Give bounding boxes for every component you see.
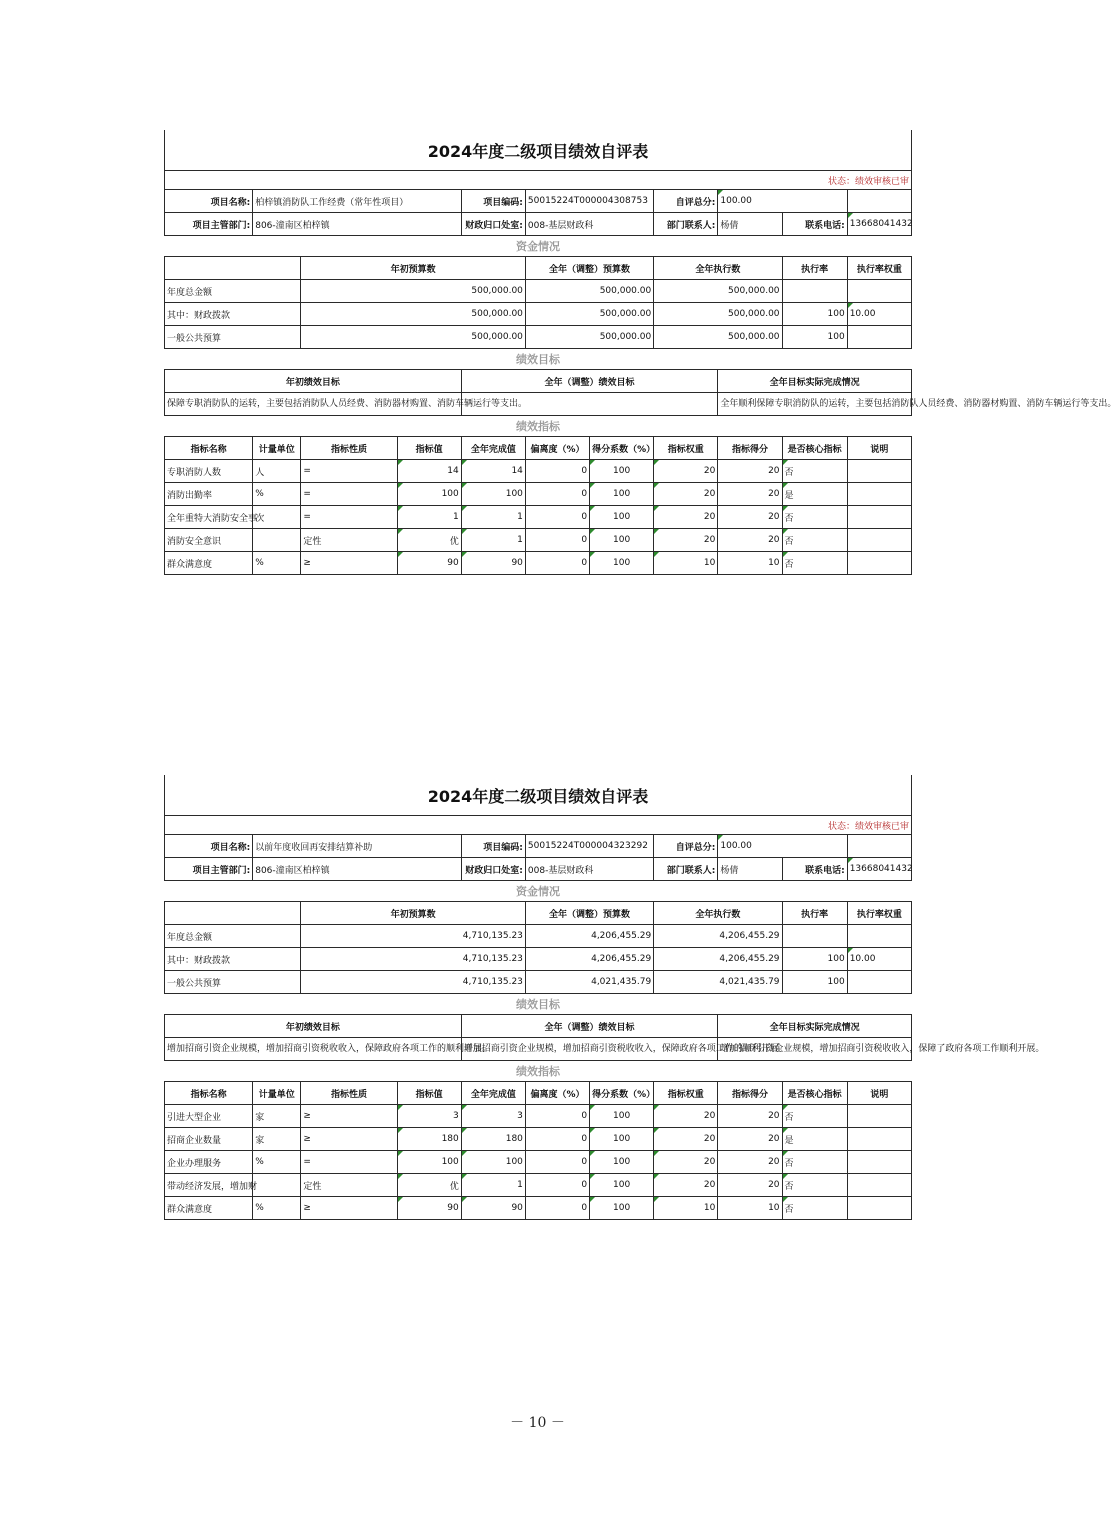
indicator-weight: 20 bbox=[654, 1105, 718, 1128]
indicator-weight: 10 bbox=[654, 552, 718, 575]
indicator-unit: % bbox=[253, 1151, 301, 1174]
funds-rate: 100 bbox=[782, 303, 847, 326]
indicator-unit: 人 bbox=[253, 460, 301, 483]
label-project-code: 项目编码: bbox=[461, 835, 525, 858]
funds-executed: 500,000.00 bbox=[654, 326, 782, 349]
indicator-header: 偏离度（%） bbox=[525, 437, 589, 460]
funds-adjusted: 4,206,455.29 bbox=[525, 948, 653, 971]
section-funds: 资金情况 bbox=[165, 881, 912, 902]
indicator-actual: 100 bbox=[461, 483, 525, 506]
indicator-weight: 20 bbox=[654, 1151, 718, 1174]
funds-rate: 100 bbox=[782, 971, 847, 994]
indicator-target: 100 bbox=[397, 1151, 461, 1174]
funds-weight bbox=[847, 280, 911, 303]
funds-rate: 100 bbox=[782, 326, 847, 349]
indicator-note bbox=[847, 552, 911, 575]
indicator-score: 20 bbox=[718, 1105, 782, 1128]
funds-header: 执行率权重 bbox=[847, 257, 911, 280]
indicator-header: 指标权重 bbox=[654, 437, 718, 460]
section-goals: 绩效目标 bbox=[165, 994, 912, 1015]
indicator-core: 是 bbox=[782, 1128, 847, 1151]
funds-row bbox=[165, 303, 912, 326]
indicator-target: 90 bbox=[397, 1197, 461, 1220]
indicator-coefficient: 100 bbox=[590, 483, 654, 506]
funds-executed: 4,021,435.79 bbox=[654, 971, 782, 994]
funds-adjusted: 500,000.00 bbox=[525, 280, 653, 303]
indicator-coefficient: 100 bbox=[590, 552, 654, 575]
funds-adjusted: 4,021,435.79 bbox=[525, 971, 653, 994]
indicator-row bbox=[165, 1174, 912, 1197]
dept: 806-潼南区柏梓镇 bbox=[253, 213, 462, 236]
form-title: 2024年度二级项目绩效自评表 bbox=[165, 130, 912, 171]
funds-header: 全年（调整）预算数 bbox=[525, 902, 653, 925]
goal-header: 全年（调整）绩效目标 bbox=[461, 370, 718, 393]
indicator-deviation: 0 bbox=[525, 552, 589, 575]
indicator-target: 14 bbox=[397, 460, 461, 483]
indicator-actual: 90 bbox=[461, 1197, 525, 1220]
indicator-target: 100 bbox=[397, 483, 461, 506]
indicator-header: 指标得分 bbox=[718, 437, 782, 460]
funds-header-blank bbox=[165, 257, 301, 280]
funds-label: 其中：财政拨款 bbox=[165, 948, 301, 971]
indicator-nature: = bbox=[301, 506, 397, 529]
indicator-unit: 家 bbox=[253, 1128, 301, 1151]
indicator-core: 否 bbox=[782, 506, 847, 529]
indicator-core: 是 bbox=[782, 483, 847, 506]
indicator-deviation: 0 bbox=[525, 506, 589, 529]
indicator-actual: 1 bbox=[461, 529, 525, 552]
indicator-score: 20 bbox=[718, 1128, 782, 1151]
indicator-nature: ≥ bbox=[301, 1128, 397, 1151]
indicator-target: 1 bbox=[397, 506, 461, 529]
indicator-unit bbox=[253, 1174, 301, 1197]
indicator-row bbox=[165, 1105, 912, 1128]
indicator-row bbox=[165, 1151, 912, 1174]
indicator-core: 否 bbox=[782, 1105, 847, 1128]
indicator-nature: ≥ bbox=[301, 1105, 397, 1128]
funds-initial: 4,710,135.23 bbox=[301, 925, 526, 948]
indicator-core: 否 bbox=[782, 460, 847, 483]
indicator-note bbox=[847, 1197, 911, 1220]
indicator-header: 说明 bbox=[847, 1082, 911, 1105]
indicator-name: 引进大型企业 bbox=[165, 1105, 253, 1128]
indicator-score: 20 bbox=[718, 529, 782, 552]
label-phone: 联系电话: bbox=[782, 858, 847, 881]
indicator-target: 优 bbox=[397, 1174, 461, 1197]
indicator-header: 指标值 bbox=[397, 437, 461, 460]
indicator-core: 否 bbox=[782, 1197, 847, 1220]
label-dept: 项目主管部门: bbox=[165, 213, 253, 236]
indicator-actual: 90 bbox=[461, 552, 525, 575]
indicator-note bbox=[847, 460, 911, 483]
funds-weight: 10.00 bbox=[847, 948, 911, 971]
label-contact: 部门联系人: bbox=[654, 858, 718, 881]
indicator-deviation: 0 bbox=[525, 1197, 589, 1220]
status-text: 状态：绩效审核已审 bbox=[165, 171, 912, 190]
indicator-core: 否 bbox=[782, 1151, 847, 1174]
goal-header: 全年（调整）绩效目标 bbox=[461, 1015, 718, 1038]
indicator-name: 消防出勤率 bbox=[165, 483, 253, 506]
funds-header: 执行率权重 bbox=[847, 902, 911, 925]
status-text: 状态：绩效审核已审 bbox=[165, 816, 912, 835]
indicator-row bbox=[165, 552, 912, 575]
funds-weight bbox=[847, 326, 911, 349]
indicator-actual: 180 bbox=[461, 1128, 525, 1151]
indicator-header: 计量单位 bbox=[253, 437, 301, 460]
indicator-row bbox=[165, 1128, 912, 1151]
funds-label: 年度总金额 bbox=[165, 280, 301, 303]
indicator-header: 偏离度（%） bbox=[525, 1082, 589, 1105]
funds-header: 年初预算数 bbox=[301, 902, 526, 925]
indicator-note bbox=[847, 529, 911, 552]
indicator-deviation: 0 bbox=[525, 1105, 589, 1128]
funds-initial: 4,710,135.23 bbox=[301, 971, 526, 994]
label-self-score: 自评总分: bbox=[654, 835, 718, 858]
indicator-note bbox=[847, 1128, 911, 1151]
indicator-weight: 20 bbox=[654, 460, 718, 483]
indicator-note bbox=[847, 506, 911, 529]
project-code: 50015224T000004308753 bbox=[525, 190, 653, 213]
indicator-header: 得分系数（%） bbox=[590, 1082, 654, 1105]
indicator-nature: = bbox=[301, 1151, 397, 1174]
label-self-score: 自评总分: bbox=[654, 190, 718, 213]
funds-header-blank bbox=[165, 902, 301, 925]
indicator-score: 20 bbox=[718, 1174, 782, 1197]
indicator-note bbox=[847, 1105, 911, 1128]
funds-initial: 4,710,135.23 bbox=[301, 948, 526, 971]
indicator-unit: % bbox=[253, 1197, 301, 1220]
indicator-coefficient: 100 bbox=[590, 1105, 654, 1128]
indicator-actual: 1 bbox=[461, 1174, 525, 1197]
funds-weight: 10.00 bbox=[847, 303, 911, 326]
indicator-weight: 20 bbox=[654, 529, 718, 552]
funds-executed: 500,000.00 bbox=[654, 280, 782, 303]
indicator-header: 指标名称 bbox=[165, 437, 253, 460]
indicator-header: 指标得分 bbox=[718, 1082, 782, 1105]
indicator-header: 指标值 bbox=[397, 1082, 461, 1105]
indicator-score: 20 bbox=[718, 460, 782, 483]
indicator-name: 带动经济发展，增加财 bbox=[165, 1174, 253, 1197]
indicator-core: 否 bbox=[782, 552, 847, 575]
indicator-coefficient: 100 bbox=[590, 529, 654, 552]
goal-header: 全年目标实际完成情况 bbox=[718, 1015, 912, 1038]
goal-header: 年初绩效目标 bbox=[165, 1015, 462, 1038]
funds-weight bbox=[847, 971, 911, 994]
indicator-header: 得分系数（%） bbox=[590, 437, 654, 460]
indicator-weight: 10 bbox=[654, 1197, 718, 1220]
indicator-deviation: 0 bbox=[525, 460, 589, 483]
indicator-header: 指标性质 bbox=[301, 1082, 397, 1105]
section-indicators: 绩效指标 bbox=[165, 416, 912, 437]
goal-actual: 全年顺利保障专职消防队的运转，主要包括消防队人员经费、消防器材购置、消防车辆运行等支出。 bbox=[718, 393, 912, 416]
indicator-name: 群众满意度 bbox=[165, 552, 253, 575]
funds-row bbox=[165, 280, 912, 303]
indicator-actual: 100 bbox=[461, 1151, 525, 1174]
goal-adjusted: 增加招商引资企业规模，增加招商引资税收收入，保障政府各项工作的顺利开展。 bbox=[461, 1038, 718, 1061]
project-name: 柏梓镇消防队工作经费（常年性项目） bbox=[253, 190, 462, 213]
form-title: 2024年度二级项目绩效自评表 bbox=[165, 775, 912, 816]
indicator-coefficient: 100 bbox=[590, 1174, 654, 1197]
indicator-nature: ≥ bbox=[301, 552, 397, 575]
indicator-core: 否 bbox=[782, 1174, 847, 1197]
indicator-deviation: 0 bbox=[525, 483, 589, 506]
indicator-unit: 家 bbox=[253, 1105, 301, 1128]
indicator-name: 企业办理服务 bbox=[165, 1151, 253, 1174]
indicator-header: 是否核心指标 bbox=[782, 437, 847, 460]
funds-rate bbox=[782, 280, 847, 303]
funds-initial: 500,000.00 bbox=[301, 326, 526, 349]
goal-actual: 增加招商引资企业规模，增加招商引资税收收入，保障了政府各项工作顺利开展。 bbox=[718, 1038, 912, 1061]
contact: 杨倩 bbox=[718, 213, 782, 236]
goal-header: 年初绩效目标 bbox=[165, 370, 462, 393]
label-dept: 项目主管部门: bbox=[165, 858, 253, 881]
indicator-note bbox=[847, 483, 911, 506]
indicator-target: 90 bbox=[397, 552, 461, 575]
funds-header: 年初预算数 bbox=[301, 257, 526, 280]
funds-executed: 4,206,455.29 bbox=[654, 948, 782, 971]
indicator-score: 20 bbox=[718, 1151, 782, 1174]
indicator-deviation: 0 bbox=[525, 1151, 589, 1174]
indicator-nature: 定性 bbox=[301, 529, 397, 552]
indicator-name: 招商企业数量 bbox=[165, 1128, 253, 1151]
label-project-name: 项目名称: bbox=[165, 190, 253, 213]
funds-initial: 500,000.00 bbox=[301, 303, 526, 326]
indicator-actual: 3 bbox=[461, 1105, 525, 1128]
indicator-rows bbox=[165, 460, 912, 575]
self-eval-form-2 bbox=[164, 775, 1045, 1220]
project-name: 以前年度收回再安排结算补助 bbox=[253, 835, 462, 858]
label-project-code: 项目编码: bbox=[461, 190, 525, 213]
indicator-coefficient: 100 bbox=[590, 1128, 654, 1151]
funds-header: 执行率 bbox=[782, 257, 847, 280]
indicator-nature: = bbox=[301, 460, 397, 483]
funds-header: 执行率 bbox=[782, 902, 847, 925]
indicator-row bbox=[165, 483, 912, 506]
phone: 13668041432 bbox=[847, 858, 911, 881]
indicator-header: 全年完成值 bbox=[461, 1082, 525, 1105]
funds-adjusted: 4,206,455.29 bbox=[525, 925, 653, 948]
indicator-core: 否 bbox=[782, 529, 847, 552]
empty-cell bbox=[847, 190, 911, 213]
indicator-note bbox=[847, 1174, 911, 1197]
form-table bbox=[164, 775, 1045, 1220]
indicator-header: 计量单位 bbox=[253, 1082, 301, 1105]
label-finance-office: 财政归口处室: bbox=[461, 858, 525, 881]
indicator-row bbox=[165, 529, 912, 552]
finance-office: 008-基层财政科 bbox=[525, 858, 653, 881]
funds-row bbox=[165, 971, 912, 994]
indicator-target: 3 bbox=[397, 1105, 461, 1128]
indicator-actual: 1 bbox=[461, 506, 525, 529]
section-indicators: 绩效指标 bbox=[165, 1061, 912, 1082]
label-project-name: 项目名称: bbox=[165, 835, 253, 858]
contact: 杨倩 bbox=[718, 858, 782, 881]
indicator-coefficient: 100 bbox=[590, 1197, 654, 1220]
indicator-name: 消防安全意识 bbox=[165, 529, 253, 552]
indicator-header: 指标名称 bbox=[165, 1082, 253, 1105]
indicator-header: 说明 bbox=[847, 437, 911, 460]
indicator-coefficient: 100 bbox=[590, 1151, 654, 1174]
funds-row bbox=[165, 925, 912, 948]
funds-adjusted: 500,000.00 bbox=[525, 303, 653, 326]
indicator-score: 10 bbox=[718, 1197, 782, 1220]
indicator-nature: 定性 bbox=[301, 1174, 397, 1197]
indicator-deviation: 0 bbox=[525, 529, 589, 552]
indicator-nature: ≥ bbox=[301, 1197, 397, 1220]
funds-label: 一般公共预算 bbox=[165, 326, 301, 349]
indicator-row bbox=[165, 1197, 912, 1220]
indicator-nature: = bbox=[301, 483, 397, 506]
page-number: － 10 － bbox=[510, 1415, 565, 1431]
funds-row bbox=[165, 948, 912, 971]
funds-weight bbox=[847, 925, 911, 948]
empty-cell bbox=[847, 835, 911, 858]
funds-row bbox=[165, 326, 912, 349]
indicator-header: 指标性质 bbox=[301, 437, 397, 460]
goal-header: 全年目标实际完成情况 bbox=[718, 370, 912, 393]
funds-rate bbox=[782, 925, 847, 948]
label-finance-office: 财政归口处室: bbox=[461, 213, 525, 236]
indicator-actual: 14 bbox=[461, 460, 525, 483]
indicator-header: 指标权重 bbox=[654, 1082, 718, 1105]
funds-label: 年度总金额 bbox=[165, 925, 301, 948]
indicator-target: 优 bbox=[397, 529, 461, 552]
project-code: 50015224T000004323292 bbox=[525, 835, 653, 858]
funds-executed: 500,000.00 bbox=[654, 303, 782, 326]
indicator-name: 全年重特大消防安全事 bbox=[165, 506, 253, 529]
indicator-target: 180 bbox=[397, 1128, 461, 1151]
indicator-row bbox=[165, 506, 912, 529]
indicator-weight: 20 bbox=[654, 1128, 718, 1151]
indicator-name: 专职消防人数 bbox=[165, 460, 253, 483]
finance-office: 008-基层财政科 bbox=[525, 213, 653, 236]
indicator-unit: 次 bbox=[253, 506, 301, 529]
label-contact: 部门联系人: bbox=[654, 213, 718, 236]
self-score: 100.00 bbox=[718, 835, 847, 858]
funds-adjusted: 500,000.00 bbox=[525, 326, 653, 349]
label-phone: 联系电话: bbox=[782, 213, 847, 236]
funds-header: 全年执行数 bbox=[654, 257, 782, 280]
indicator-deviation: 0 bbox=[525, 1128, 589, 1151]
indicator-deviation: 0 bbox=[525, 1174, 589, 1197]
form-table bbox=[164, 130, 1116, 575]
self-score: 100.00 bbox=[718, 190, 847, 213]
indicator-name: 群众满意度 bbox=[165, 1197, 253, 1220]
indicator-score: 20 bbox=[718, 483, 782, 506]
indicator-weight: 20 bbox=[654, 483, 718, 506]
indicator-weight: 20 bbox=[654, 506, 718, 529]
funds-header: 全年（调整）预算数 bbox=[525, 257, 653, 280]
goal-initial: 保障专职消防队的运转，主要包括消防队人员经费、消防器材购置、消防车辆运行等支出。 bbox=[165, 393, 462, 416]
funds-rate: 100 bbox=[782, 948, 847, 971]
indicator-note bbox=[847, 1151, 911, 1174]
section-funds: 资金情况 bbox=[165, 236, 912, 257]
funds-label: 一般公共预算 bbox=[165, 971, 301, 994]
phone: 13668041432 bbox=[847, 213, 911, 236]
indicator-score: 20 bbox=[718, 506, 782, 529]
self-eval-form-1 bbox=[164, 130, 1116, 575]
indicator-unit bbox=[253, 529, 301, 552]
funds-header: 全年执行数 bbox=[654, 902, 782, 925]
indicator-header: 是否核心指标 bbox=[782, 1082, 847, 1105]
indicator-header: 全年完成值 bbox=[461, 437, 525, 460]
section-goals: 绩效目标 bbox=[165, 349, 912, 370]
funds-label: 其中：财政拨款 bbox=[165, 303, 301, 326]
indicator-score: 10 bbox=[718, 552, 782, 575]
goal-initial: 增加招商引资企业规模，增加招商引资税收收入，保障政府各项工作的顺利开展。 bbox=[165, 1038, 462, 1061]
dept: 806-潼南区柏梓镇 bbox=[253, 858, 462, 881]
indicator-unit: % bbox=[253, 483, 301, 506]
indicator-unit: % bbox=[253, 552, 301, 575]
funds-initial: 500,000.00 bbox=[301, 280, 526, 303]
indicator-coefficient: 100 bbox=[590, 460, 654, 483]
indicator-weight: 20 bbox=[654, 1174, 718, 1197]
indicator-row bbox=[165, 460, 912, 483]
indicator-coefficient: 100 bbox=[590, 506, 654, 529]
funds-executed: 4,206,455.29 bbox=[654, 925, 782, 948]
indicator-rows bbox=[165, 1105, 912, 1220]
